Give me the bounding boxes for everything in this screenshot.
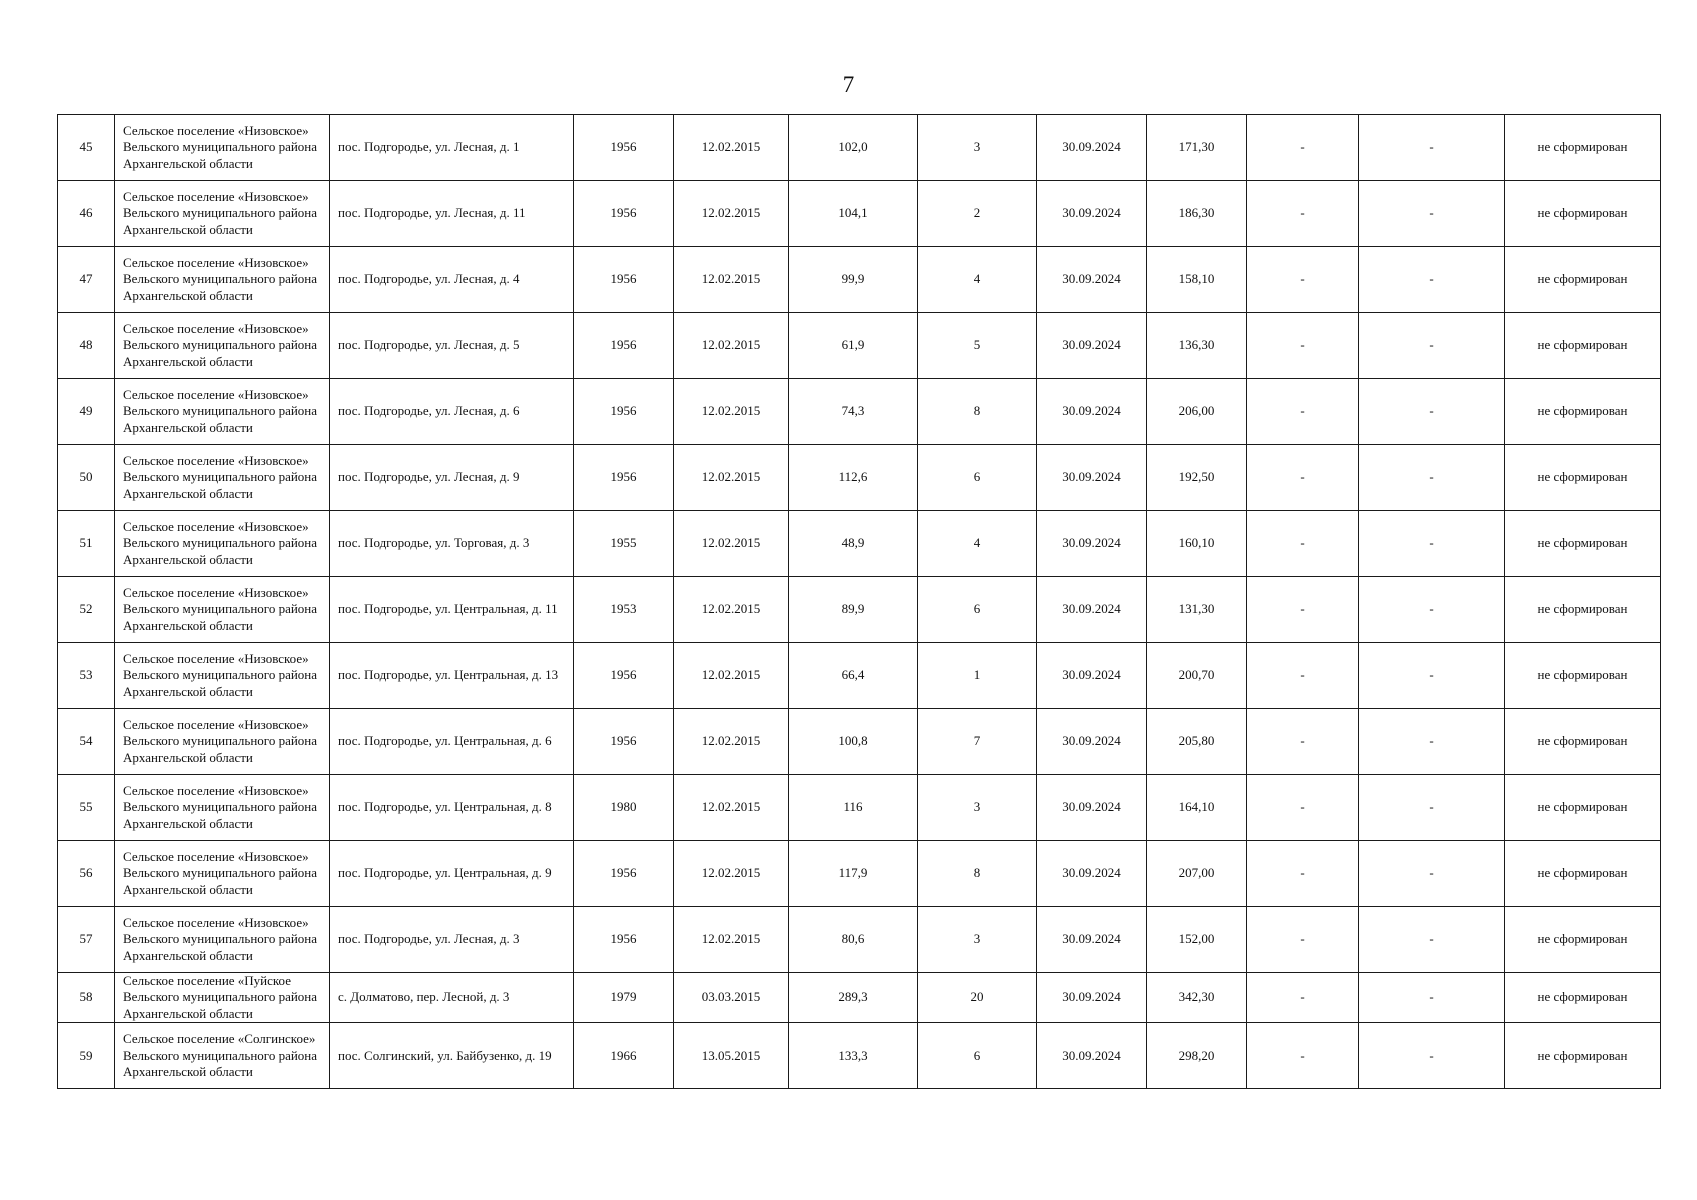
table-row: [58, 445, 1661, 511]
address-cell: пос. Подгородье, ул. Центральная, д. 8: [330, 775, 574, 841]
address-cell: пос. Подгородье, ул. Лесная, д. 11: [330, 181, 574, 247]
address-cell: пос. Подгородье, ул. Центральная, д. 6: [330, 709, 574, 775]
amount-cell: 160,10: [1147, 511, 1247, 577]
land-plot-status-cell: не сформирован: [1505, 511, 1661, 577]
address-cell: пос. Подгородье, ул. Лесная, д. 6: [330, 379, 574, 445]
table-row: [58, 511, 1661, 577]
resettlement-deadline-cell: 30.09.2024: [1037, 379, 1147, 445]
column-11-cell: -: [1359, 511, 1505, 577]
resettlement-deadline-cell: 30.09.2024: [1037, 643, 1147, 709]
table-body: [58, 115, 1661, 1089]
living-area-cell: 74,3: [789, 379, 918, 445]
residents-count-cell: 6: [918, 1023, 1037, 1089]
column-10-cell: -: [1247, 907, 1359, 973]
recognition-date-cell: 12.02.2015: [674, 643, 789, 709]
living-area-cell: 102,0: [789, 115, 918, 181]
amount-cell: 136,30: [1147, 313, 1247, 379]
land-plot-status-cell: не сформирован: [1505, 973, 1661, 1023]
residents-count-cell: 4: [918, 247, 1037, 313]
settlement-name-cell: Сельское поселение «Низовское» Вельского муниципального района Архангельской области: [115, 115, 330, 181]
table-row: [58, 775, 1661, 841]
settlement-name-cell: Сельское поселение «Низовское» Вельского муниципального района Архангельской области: [115, 181, 330, 247]
row-number-cell: 56: [58, 841, 115, 907]
resettlement-deadline-cell: 30.09.2024: [1037, 247, 1147, 313]
construction-year-cell: 1956: [574, 181, 674, 247]
settlement-name-cell: Сельское поселение «Низовское» Вельского муниципального района Архангельской области: [115, 445, 330, 511]
recognition-date-cell: 12.02.2015: [674, 313, 789, 379]
recognition-date-cell: 03.03.2015: [674, 973, 789, 1023]
column-10-cell: -: [1247, 841, 1359, 907]
resettlement-deadline-cell: 30.09.2024: [1037, 511, 1147, 577]
resettlement-deadline-cell: 30.09.2024: [1037, 1023, 1147, 1089]
column-10-cell: -: [1247, 1023, 1359, 1089]
table-row: [58, 841, 1661, 907]
amount-cell: 186,30: [1147, 181, 1247, 247]
column-10-cell: -: [1247, 973, 1359, 1023]
living-area-cell: 61,9: [789, 313, 918, 379]
residents-count-cell: 5: [918, 313, 1037, 379]
amount-cell: 171,30: [1147, 115, 1247, 181]
settlement-name-cell: Сельское поселение «Низовское» Вельского муниципального района Архангельской области: [115, 313, 330, 379]
table-row: [58, 907, 1661, 973]
land-plot-status-cell: не сформирован: [1505, 643, 1661, 709]
construction-year-cell: 1956: [574, 445, 674, 511]
land-plot-status-cell: не сформирован: [1505, 181, 1661, 247]
housing-registry-table: [57, 114, 1661, 1089]
resettlement-deadline-cell: 30.09.2024: [1037, 709, 1147, 775]
column-11-cell: -: [1359, 577, 1505, 643]
resettlement-deadline-cell: 30.09.2024: [1037, 907, 1147, 973]
column-11-cell: -: [1359, 247, 1505, 313]
row-number-cell: 53: [58, 643, 115, 709]
recognition-date-cell: 12.02.2015: [674, 907, 789, 973]
table-row: [58, 643, 1661, 709]
land-plot-status-cell: не сформирован: [1505, 907, 1661, 973]
living-area-cell: 133,3: [789, 1023, 918, 1089]
recognition-date-cell: 13.05.2015: [674, 1023, 789, 1089]
land-plot-status-cell: не сформирован: [1505, 709, 1661, 775]
address-cell: пос. Подгородье, ул. Лесная, д. 9: [330, 445, 574, 511]
table-row: [58, 313, 1661, 379]
row-number-cell: 49: [58, 379, 115, 445]
amount-cell: 152,00: [1147, 907, 1247, 973]
land-plot-status-cell: не сформирован: [1505, 115, 1661, 181]
construction-year-cell: 1956: [574, 247, 674, 313]
column-10-cell: -: [1247, 709, 1359, 775]
address-cell: пос. Подгородье, ул. Лесная, д. 5: [330, 313, 574, 379]
row-number-cell: 47: [58, 247, 115, 313]
resettlement-deadline-cell: 30.09.2024: [1037, 115, 1147, 181]
amount-cell: 205,80: [1147, 709, 1247, 775]
address-cell: пос. Подгородье, ул. Центральная, д. 9: [330, 841, 574, 907]
land-plot-status-cell: не сформирован: [1505, 247, 1661, 313]
table-row: [58, 577, 1661, 643]
address-cell: с. Долматово, пер. Лесной, д. 3: [330, 973, 574, 1023]
table-row: [58, 181, 1661, 247]
resettlement-deadline-cell: 30.09.2024: [1037, 445, 1147, 511]
resettlement-deadline-cell: 30.09.2024: [1037, 313, 1147, 379]
living-area-cell: 80,6: [789, 907, 918, 973]
amount-cell: 131,30: [1147, 577, 1247, 643]
living-area-cell: 104,1: [789, 181, 918, 247]
construction-year-cell: 1955: [574, 511, 674, 577]
amount-cell: 342,30: [1147, 973, 1247, 1023]
column-10-cell: -: [1247, 247, 1359, 313]
land-plot-status-cell: не сформирован: [1505, 1023, 1661, 1089]
settlement-name-cell: Сельское поселение «Низовское» Вельского муниципального района Архангельской области: [115, 775, 330, 841]
column-10-cell: -: [1247, 775, 1359, 841]
address-cell: пос. Подгородье, ул. Лесная, д. 3: [330, 907, 574, 973]
construction-year-cell: 1956: [574, 709, 674, 775]
recognition-date-cell: 12.02.2015: [674, 115, 789, 181]
recognition-date-cell: 12.02.2015: [674, 247, 789, 313]
construction-year-cell: 1980: [574, 775, 674, 841]
settlement-name-cell: Сельское поселение «Низовское» Вельского муниципального района Архангельской области: [115, 379, 330, 445]
living-area-cell: 112,6: [789, 445, 918, 511]
column-11-cell: -: [1359, 709, 1505, 775]
table-row: [58, 247, 1661, 313]
land-plot-status-cell: не сформирован: [1505, 313, 1661, 379]
recognition-date-cell: 12.02.2015: [674, 841, 789, 907]
recognition-date-cell: 12.02.2015: [674, 181, 789, 247]
settlement-name-cell: Сельское поселение «Низовское» Вельского муниципального района Архангельской области: [115, 247, 330, 313]
construction-year-cell: 1956: [574, 379, 674, 445]
column-11-cell: -: [1359, 775, 1505, 841]
resettlement-deadline-cell: 30.09.2024: [1037, 181, 1147, 247]
table-row: [58, 379, 1661, 445]
table-row: [58, 1023, 1661, 1089]
address-cell: пос. Подгородье, ул. Лесная, д. 1: [330, 115, 574, 181]
construction-year-cell: 1966: [574, 1023, 674, 1089]
settlement-name-cell: Сельское поселение «Низовское» Вельского муниципального района Архангельской области: [115, 709, 330, 775]
residents-count-cell: 2: [918, 181, 1037, 247]
land-plot-status-cell: не сформирован: [1505, 841, 1661, 907]
land-plot-status-cell: не сформирован: [1505, 775, 1661, 841]
construction-year-cell: 1956: [574, 907, 674, 973]
construction-year-cell: 1956: [574, 841, 674, 907]
living-area-cell: 117,9: [789, 841, 918, 907]
address-cell: пос. Подгородье, ул. Центральная, д. 13: [330, 643, 574, 709]
residents-count-cell: 20: [918, 973, 1037, 1023]
column-10-cell: -: [1247, 643, 1359, 709]
settlement-name-cell: Сельское поселение «Пуйское Вельского муниципального района Архангельской области: [115, 973, 330, 1023]
settlement-name-cell: Сельское поселение «Низовское» Вельского муниципального района Архангельской области: [115, 907, 330, 973]
row-number-cell: 59: [58, 1023, 115, 1089]
address-cell: пос. Солгинский, ул. Байбузенко, д. 19: [330, 1023, 574, 1089]
column-11-cell: -: [1359, 841, 1505, 907]
construction-year-cell: 1979: [574, 973, 674, 1023]
column-11-cell: -: [1359, 313, 1505, 379]
row-number-cell: 52: [58, 577, 115, 643]
row-number-cell: 45: [58, 115, 115, 181]
row-number-cell: 54: [58, 709, 115, 775]
residents-count-cell: 8: [918, 379, 1037, 445]
recognition-date-cell: 12.02.2015: [674, 445, 789, 511]
residents-count-cell: 1: [918, 643, 1037, 709]
settlement-name-cell: Сельское поселение «Солгинское» Вельского муниципального района Архангельской области: [115, 1023, 330, 1089]
amount-cell: 207,00: [1147, 841, 1247, 907]
residents-count-cell: 6: [918, 577, 1037, 643]
recognition-date-cell: 12.02.2015: [674, 775, 789, 841]
column-10-cell: -: [1247, 577, 1359, 643]
residents-count-cell: 3: [918, 907, 1037, 973]
column-10-cell: -: [1247, 313, 1359, 379]
column-11-cell: -: [1359, 379, 1505, 445]
column-11-cell: -: [1359, 445, 1505, 511]
table-row: [58, 709, 1661, 775]
resettlement-deadline-cell: 30.09.2024: [1037, 577, 1147, 643]
row-number-cell: 58: [58, 973, 115, 1023]
settlement-name-cell: Сельское поселение «Низовское» Вельского муниципального района Архангельской области: [115, 643, 330, 709]
amount-cell: 200,70: [1147, 643, 1247, 709]
residents-count-cell: 7: [918, 709, 1037, 775]
settlement-name-cell: Сельское поселение «Низовское» Вельского муниципального района Архангельской области: [115, 841, 330, 907]
amount-cell: 206,00: [1147, 379, 1247, 445]
recognition-date-cell: 12.02.2015: [674, 379, 789, 445]
land-plot-status-cell: не сформирован: [1505, 445, 1661, 511]
amount-cell: 158,10: [1147, 247, 1247, 313]
table-row: [58, 973, 1661, 1023]
row-number-cell: 57: [58, 907, 115, 973]
living-area-cell: 99,9: [789, 247, 918, 313]
row-number-cell: 46: [58, 181, 115, 247]
page-number: 7: [842, 72, 855, 97]
column-10-cell: -: [1247, 379, 1359, 445]
address-cell: пос. Подгородье, ул. Торговая, д. 3: [330, 511, 574, 577]
residents-count-cell: 3: [918, 775, 1037, 841]
table-row: [58, 115, 1661, 181]
column-11-cell: -: [1359, 181, 1505, 247]
land-plot-status-cell: не сформирован: [1505, 577, 1661, 643]
recognition-date-cell: 12.02.2015: [674, 709, 789, 775]
column-10-cell: -: [1247, 511, 1359, 577]
resettlement-deadline-cell: 30.09.2024: [1037, 775, 1147, 841]
residents-count-cell: 4: [918, 511, 1037, 577]
amount-cell: 164,10: [1147, 775, 1247, 841]
recognition-date-cell: 12.02.2015: [674, 511, 789, 577]
residents-count-cell: 8: [918, 841, 1037, 907]
living-area-cell: 289,3: [789, 973, 918, 1023]
living-area-cell: 66,4: [789, 643, 918, 709]
address-cell: пос. Подгородье, ул. Лесная, д. 4: [330, 247, 574, 313]
residents-count-cell: 3: [918, 115, 1037, 181]
recognition-date-cell: 12.02.2015: [674, 577, 789, 643]
address-cell: пос. Подгородье, ул. Центральная, д. 11: [330, 577, 574, 643]
living-area-cell: 116: [789, 775, 918, 841]
column-10-cell: -: [1247, 115, 1359, 181]
living-area-cell: 100,8: [789, 709, 918, 775]
construction-year-cell: 1956: [574, 313, 674, 379]
construction-year-cell: 1956: [574, 643, 674, 709]
land-plot-status-cell: не сформирован: [1505, 379, 1661, 445]
column-11-cell: -: [1359, 643, 1505, 709]
column-10-cell: -: [1247, 445, 1359, 511]
construction-year-cell: 1956: [574, 115, 674, 181]
resettlement-deadline-cell: 30.09.2024: [1037, 841, 1147, 907]
row-number-cell: 51: [58, 511, 115, 577]
row-number-cell: 55: [58, 775, 115, 841]
amount-cell: 298,20: [1147, 1023, 1247, 1089]
row-number-cell: 48: [58, 313, 115, 379]
column-11-cell: -: [1359, 973, 1505, 1023]
resettlement-deadline-cell: 30.09.2024: [1037, 973, 1147, 1023]
row-number-cell: 50: [58, 445, 115, 511]
amount-cell: 192,50: [1147, 445, 1247, 511]
residents-count-cell: 6: [918, 445, 1037, 511]
living-area-cell: 48,9: [789, 511, 918, 577]
column-11-cell: -: [1359, 1023, 1505, 1089]
settlement-name-cell: Сельское поселение «Низовское» Вельского муниципального района Архангельской области: [115, 511, 330, 577]
column-11-cell: -: [1359, 907, 1505, 973]
column-11-cell: -: [1359, 115, 1505, 181]
construction-year-cell: 1953: [574, 577, 674, 643]
living-area-cell: 89,9: [789, 577, 918, 643]
column-10-cell: -: [1247, 181, 1359, 247]
settlement-name-cell: Сельское поселение «Низовское» Вельского муниципального района Архангельской области: [115, 577, 330, 643]
